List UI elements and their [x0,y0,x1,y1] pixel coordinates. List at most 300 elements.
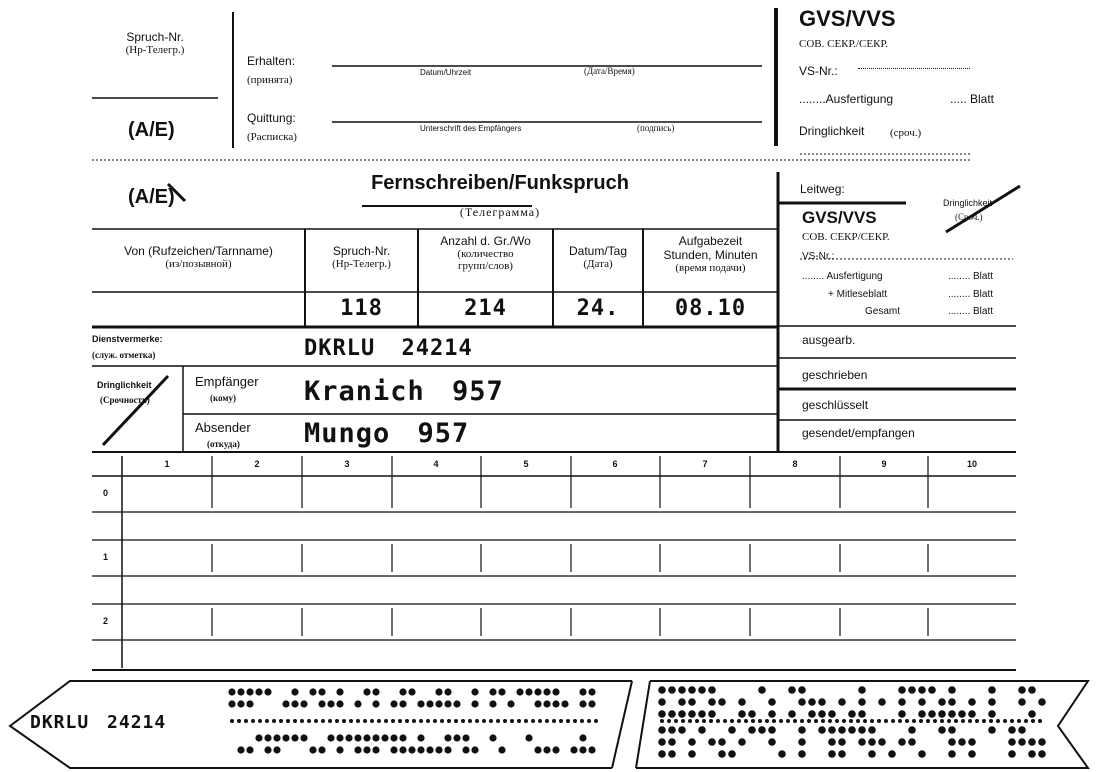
tape-hole [933,719,937,723]
tape-hole [870,719,874,723]
tape-hole [426,719,430,723]
tape-hole [587,719,591,723]
header-spruch-nr [100,30,210,56]
tape-hole [534,700,541,707]
tape-hole [543,746,550,753]
tape-hole [1008,750,1016,758]
tape-hole [244,719,248,723]
tape-hole [228,700,235,707]
value-zeit: 08.10 [674,296,747,321]
rp-geschluesselt: geschlüsselt [802,398,869,412]
tape-hole [1010,719,1014,723]
tape-hole [737,719,741,723]
tape-hole [688,750,696,758]
tape-hole [282,700,289,707]
tape-hole [516,688,523,695]
tape-hole [588,746,595,753]
tape-hole [938,698,946,706]
tape-hole [570,746,577,753]
tape-hole [279,719,283,723]
tape-hole [372,700,379,707]
tape-hole [417,700,424,707]
tape-hole [968,750,976,758]
tape-hole [988,698,996,706]
tape-hole [908,738,916,746]
tape-hole [471,688,478,695]
spruch-nr-label: Spruch-Nr. [126,30,184,44]
tape-hole [698,726,706,734]
tape-hole [788,710,796,718]
vs-nr-field [858,68,970,69]
tape-hole [818,726,826,734]
tape-hole [765,719,769,723]
tape-hole [868,726,876,734]
erhalten-label: Erhalten: [247,54,296,68]
tape-hole [658,710,666,718]
col-aufgabe-label1: Aufgabezeit [678,234,743,248]
tape-hole [408,746,415,753]
tape-hole [975,719,979,723]
datum-uhrzeit-label: Datum/Uhrzeit [420,68,472,77]
tape-hole [668,750,676,758]
tape-hole [878,738,886,746]
tape-hole [758,726,766,734]
tape-hole [435,700,442,707]
tape-hole [658,686,666,694]
col-aufgabe-label2: Stunden, Minuten [663,248,758,262]
abs-value: Mungo 957 [304,418,470,449]
tape-hole [778,750,786,758]
tape-hole [989,719,993,723]
tape-hole [668,738,676,746]
tape-hole [426,746,433,753]
col-von-ru: (из/позывной) [165,258,232,270]
tape-hole [814,719,818,723]
tape-hole [968,738,976,746]
value-anzahl: 214 [464,296,507,321]
tape-hole [1008,738,1016,746]
tape-hole [588,700,595,707]
tape-hole [454,719,458,723]
tape-hole [898,686,906,694]
tape-hole [1018,698,1026,706]
tape-hole [377,719,381,723]
tape-hole [552,688,559,695]
tape-hole [354,700,361,707]
tape-hole [958,710,966,718]
tape-hole [354,734,361,741]
tape-hole [744,719,748,723]
rp-gvs-ru: СОВ. СЕКР/СЕКР. [802,231,890,243]
tape-hole [412,719,416,723]
tape-hole [1028,738,1036,746]
tape-hole [552,719,556,723]
dringlichkeit-label: Dringlichkeit [799,124,865,138]
tape-hole [838,738,846,746]
rp-dring-label: Dringlichkeit [943,198,993,208]
tape-hole [1031,719,1035,723]
tape-hole [728,726,736,734]
tape-hole [545,719,549,723]
tape-hole [398,719,402,723]
tape-hole [525,734,532,741]
tape-hole [573,719,577,723]
tape-hole [688,719,692,723]
tape-hole [918,686,926,694]
ausfertigung-label: ........Ausfertigung [799,92,894,106]
tape-hole [982,719,986,723]
empf-label: Empfänger [195,374,259,389]
tape-hole [1018,726,1026,734]
tape-hole [958,738,966,746]
tape-hole [489,734,496,741]
tape-hole [251,719,255,723]
tape-hole [988,726,996,734]
tape-hole [660,719,664,723]
tape-hole [858,726,866,734]
tape-hole [947,719,951,723]
tape-hole [718,698,726,706]
tape-hole [658,698,666,706]
rp-gesamt: Gesamt [865,306,901,317]
tape-hole [996,719,1000,723]
tape-hole [1017,719,1021,723]
tape-hole [307,719,311,723]
tape-hole [798,686,806,694]
rp-ausgearb: ausgearb. [802,333,856,347]
col-spruch-ru: (Нр-Телегр.) [332,258,391,270]
tape-hole [723,719,727,723]
tape-hole [246,700,253,707]
tape-hole [926,719,930,723]
rp-geschrieben: geschrieben [802,368,868,382]
tape-hole [300,719,304,723]
erhalten-ru: (принята) [247,74,293,86]
tape-hole [678,726,686,734]
col-anzahl-ru1: (количество [457,248,514,260]
tape-hole [954,719,958,723]
tape-hole [579,700,586,707]
tape-hole [838,698,846,706]
tape-hole [507,700,514,707]
tape-hole [838,750,846,758]
tape-hole [496,719,500,723]
grid-col-label-1: 1 [164,459,170,469]
form-title-ru: (Телеграмма) [459,205,541,219]
tape-hole [300,734,307,741]
tape-hole [658,726,666,734]
col-datum-label: Datum/Tag [568,244,628,258]
tape-hole [381,734,388,741]
tape-hole [453,734,460,741]
tape-hole [264,746,271,753]
tape-hole [228,688,235,695]
header-ae-code: (A/E) [128,119,175,141]
tape-hole [588,688,595,695]
col-datum-ru: (Дата) [583,258,613,270]
tape-hole [399,746,406,753]
tape-hole [408,688,415,695]
tape-holes [228,686,1045,758]
tape-hole [309,746,316,753]
tape-hole [928,710,936,718]
leitweg-label: Leitweg: [800,182,845,196]
tape-hole [898,738,906,746]
tape-hole [940,719,944,723]
tape-hole [828,719,832,723]
form-ae-code: (A/E) [128,186,175,208]
tape-hole [286,719,290,723]
col-aufgabe-ru: (время подачи) [675,262,746,274]
tape-hole [948,750,956,758]
tape-hole [898,710,906,718]
rp-blatt-1: ........ Blatt [948,271,994,282]
tape-hole [318,746,325,753]
tape-hole [858,698,866,706]
tape-hole [768,698,776,706]
tape-hole [798,726,806,734]
col-anzahl-ru2: групп/слов) [458,260,513,272]
tape-hole [948,726,956,734]
tape-hole [708,698,716,706]
grid-col-label-2: 2 [254,459,260,469]
tape-hole [246,746,253,753]
tape-hole [363,688,370,695]
tape-hole [543,700,550,707]
tape-hole [314,719,318,723]
tape-hole [336,746,343,753]
tape-hole [318,688,325,695]
tape-hole [579,734,586,741]
col-aufgabe [643,234,778,274]
tape-hole [667,719,671,723]
tape-hole [291,700,298,707]
col-von-label: Von (Rufzeichen/Tarnname) [124,244,273,258]
tape-hole [1038,750,1046,758]
dring-ru: (Срочность) [100,395,150,405]
tape-hole [475,719,479,723]
tape-hole [264,688,271,695]
rp-mitleseblatt: + Mitleseblatt [828,289,888,300]
unterschrift-label: Unterschrift des Empfängers [420,124,522,133]
tape-hole [688,738,696,746]
tape-hole [898,719,902,723]
grid-col-label-5: 5 [523,459,529,469]
col-datum [553,244,643,270]
tape-hole [1024,719,1028,723]
tape-hole [237,719,241,723]
tape-hole [272,719,276,723]
tape-hole [255,688,262,695]
tape-hole [561,700,568,707]
tape-hole [658,750,666,758]
tape-hole [708,738,716,746]
tape-hole [444,746,451,753]
tape-hole [716,719,720,723]
tape-hole [363,734,370,741]
tape-hole [898,698,906,706]
tape-hole [868,738,876,746]
empf-value: Kranich 957 [304,376,504,407]
tape-hole [786,719,790,723]
tape-hole [391,719,395,723]
tape-hole [1038,719,1042,723]
tape-hole [471,700,478,707]
tape-hole [531,719,535,723]
tape-hole [293,719,297,723]
dienst-value: DKRLU 24214 [304,336,473,361]
tape-hole [668,726,676,734]
tape-hole [384,719,388,723]
tape-hole [552,746,559,753]
tape-hole [856,719,860,723]
tape-hole [321,719,325,723]
tape-hole [498,746,505,753]
tape-hole [848,710,856,718]
col-spruch-label: Spruch-Nr. [332,244,391,258]
tape-hole [835,719,839,723]
tape-hole [849,719,853,723]
tape-hole [354,746,361,753]
tape-hole [444,734,451,741]
tape-hole [678,710,686,718]
tape-hole [372,746,379,753]
tape-hole [335,719,339,723]
unterschrift-ru: (подпись) [637,123,675,133]
tape-hole [543,688,550,695]
tape-hole [1038,698,1046,706]
tape-hole [919,719,923,723]
tape-hole [417,746,424,753]
tape-hole [552,700,559,707]
tape-hole [440,719,444,723]
tape-hole [399,734,406,741]
tape-hole [273,734,280,741]
tape-hole [517,719,521,723]
grid-col-label-10: 10 [966,459,977,469]
quittung-label: Quittung: [247,111,296,125]
tape-hole [405,719,409,723]
classification-title: GVS/VVS [799,6,896,31]
tape-hole [453,700,460,707]
abs-ru: (откуда) [207,439,240,449]
tape-hole [674,719,678,723]
rp-blatt-2: ........ Blatt [948,289,994,300]
grid-col-label-9: 9 [881,459,887,469]
tape-hole [988,686,996,694]
vs-nr-label: VS-Nr.: [799,64,838,78]
col-spruch [305,244,418,270]
tape-hole [888,750,896,758]
tape-hole [718,750,726,758]
tape-hole [695,719,699,723]
grid-col-label-6: 6 [612,459,618,469]
empf-ru: (кому) [210,393,237,403]
tape-hole [793,719,797,723]
classification-ru: СОВ. СЕКР./СЕКР. [799,38,888,50]
tape-hole [363,746,370,753]
tape-hole [908,726,916,734]
tape-hole [255,734,262,741]
tape-hole [842,719,846,723]
tape-hole [390,734,397,741]
tape-hole [237,688,244,695]
tape-hole [808,698,816,706]
tape-hole [468,719,472,723]
tape-hole [800,719,804,723]
tape-hole [363,719,367,723]
tape-hole [798,750,806,758]
tape-hole [788,686,796,694]
tape-hole [868,750,876,758]
tape-hole [390,700,397,707]
tape-hole [808,710,816,718]
tape-hole [246,688,253,695]
blatt-label: ..... Blatt [950,92,995,106]
tape-hole [594,719,598,723]
tape-hole [698,710,706,718]
tape-hole [482,719,486,723]
tape-hole [538,719,542,723]
tape-hole [698,686,706,694]
tape-hole [309,688,316,695]
rp-ausfertigung: ........ Ausfertigung [802,271,883,282]
tape-hole [349,719,353,723]
tape-hole [708,686,716,694]
tape-hole [821,719,825,723]
tape-hole [264,734,271,741]
tape-hole [1038,738,1046,746]
tape-hole [828,750,836,758]
tape-hole [336,688,343,695]
dring-label: Dringlichkeit [97,380,152,390]
tape-hole [230,719,234,723]
tape-hole [828,738,836,746]
dringlichkeit-ru: (сроч.) [890,127,922,139]
datum-ru: (Дата/Время) [584,66,635,76]
tape-hole [798,698,806,706]
tape-hole [908,686,916,694]
tape-hole [688,710,696,718]
tape-hole [928,686,936,694]
tape-hole [878,698,886,706]
tape-hole [838,726,846,734]
tape-hole [738,738,746,746]
tape-hole [417,734,424,741]
rp-gesendet: gesendet/empfangen [802,426,915,440]
tape-hole [877,719,881,723]
col-anzahl [418,234,553,272]
tape-hole [905,719,909,723]
tape-hole [444,688,451,695]
tape-hole [948,738,956,746]
grid-col-label-8: 8 [792,459,798,469]
grid-col-label-3: 3 [344,459,350,469]
tape-hole [938,726,946,734]
rp-vs-nr: VS-Nr.: [802,251,835,262]
tape-hole [1018,686,1026,694]
value-spruch-nr: 118 [340,296,383,321]
tape-hole [758,719,762,723]
tape-hole [461,719,465,723]
tape-hole [282,734,289,741]
form-title: Fernschreiben/Funkspruch [371,172,629,194]
tape-hole [372,734,379,741]
tape-hole [918,750,926,758]
tape-hole [738,698,746,706]
tape-hole [768,710,776,718]
tape-hole [968,710,976,718]
